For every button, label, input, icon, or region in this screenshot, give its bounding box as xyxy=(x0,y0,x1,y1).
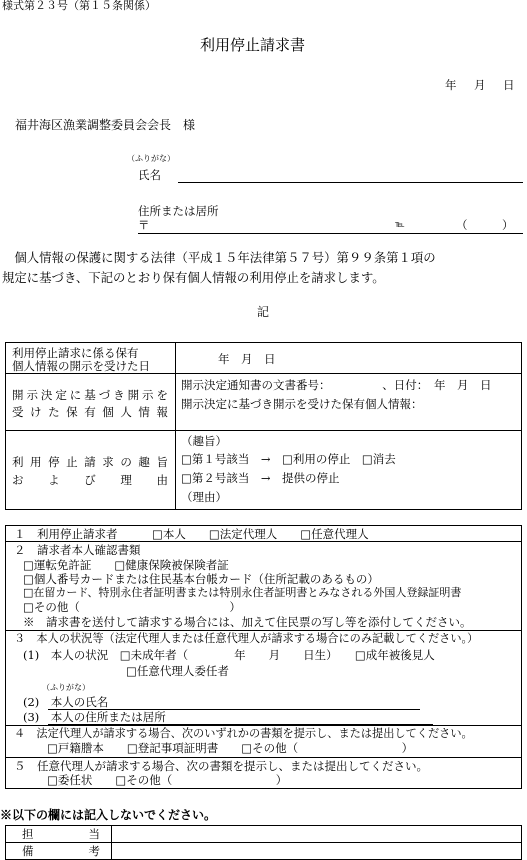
disclosure-date-value[interactable]: 年 月 日 xyxy=(218,352,276,366)
id-docs-title: ２ 請求者本人確認書類 xyxy=(14,543,141,557)
date-day: 日 xyxy=(503,78,515,92)
page-title: 利用停止請求書 xyxy=(200,36,306,54)
name-label: 氏名 xyxy=(138,168,161,182)
id-doc-note: ※ 請求書を送付して請求する場合には、加えて住民票の写し等を添付してください。 xyxy=(23,615,472,629)
disclosed-info-label-2: 受けた保有個人情報 xyxy=(12,405,168,419)
principal-status-line-2[interactable]: □任意代理人委任者 xyxy=(126,664,229,678)
principal-status-line[interactable]: (1) 本人の状況 □未成年者（ 年 月 日生） □成年被後見人 xyxy=(23,648,435,662)
disclosure-date-label-1: 利用停止請求に係る保有 xyxy=(12,346,139,360)
form-number: 様式第２３号（第１５条関係） xyxy=(2,0,156,12)
address-label: 住所または居所 xyxy=(138,204,219,218)
furigana-label: （ふりがな） xyxy=(127,154,175,163)
addressee: 福井海区漁業調整委員会会長 様 xyxy=(15,118,196,132)
disclosure-date-label-2: 個人情報の開示を受けた日 xyxy=(12,359,150,373)
principal-furigana: （ふりがな） xyxy=(42,683,90,692)
purpose-option-2[interactable]: □第２号該当 → 提供の停止 xyxy=(181,471,340,485)
name-input-line[interactable] xyxy=(178,182,523,183)
notice-doc-number-line[interactable]: 開示決定通知書の文書番号： 、日付： 年 月 日 xyxy=(181,378,492,392)
office-biko-label: 備 考 xyxy=(22,844,100,858)
office-use-notice: ※以下の欄には記入しないでください。 xyxy=(0,808,217,822)
voluntary-agent-title: ５ 任意代理人が請求する場合、次の書類を提示し、または提出してください。 xyxy=(14,759,428,773)
principal-status-title: ３ 本人の状況等（法定代理人または任意代理人が請求する場合にのみ記載してください。） xyxy=(14,632,479,645)
id-doc-line-3[interactable]: □在留カード、特別永住者証明書または特別永住者証明書とみなされる外国人登録証明書 xyxy=(23,586,462,599)
tel-label: ℡ xyxy=(395,220,405,230)
id-doc-line-4[interactable]: □その他（ ） xyxy=(23,600,241,614)
id-doc-line-1[interactable]: □運転免許証 □健康保険被保険者証 xyxy=(23,558,229,572)
principal-address[interactable]: (3) 本人の住所または居所 xyxy=(23,710,166,724)
disclosed-info-line[interactable]: 開示決定に基づき開示を受けた保有個人情報： xyxy=(181,397,423,411)
purpose-label-1: 利用停止請求の趣旨 xyxy=(12,455,168,469)
postal-mark: 〒 xyxy=(138,218,150,232)
disclosed-info-label-1: 開示決定に基づき開示を xyxy=(12,388,168,402)
purpose-option-1[interactable]: □第１号該当 → □利用の停止 □消去 xyxy=(181,452,396,466)
purpose-label-2: および理由 xyxy=(12,473,168,487)
legal-agent-docs[interactable]: □戸籍謄本 □登記事項証明書 □その他（ ） xyxy=(47,741,414,755)
purpose-heading: （趣旨） xyxy=(181,434,227,448)
tel-parens: （ ） xyxy=(456,218,514,232)
intro-line-1: 個人情報の保護に関する法律（平成１５年法律第５７号）第９９条第１項の xyxy=(2,250,436,265)
office-tanto-label: 担 当 xyxy=(22,827,100,841)
voluntary-agent-docs[interactable]: □委任状 □その他（ ） xyxy=(47,773,288,787)
address-input-line[interactable] xyxy=(138,233,523,234)
date-year: 年 xyxy=(445,78,457,92)
principal-name[interactable]: (2) 本人の氏名 xyxy=(23,695,109,709)
intro-line-2: 規定に基づき、下記のとおり保有個人情報の利用停止を請求します。 xyxy=(2,270,385,285)
requester-type-row[interactable]: １ 利用停止請求者 □本人 □法定代理人 □任意代理人 xyxy=(14,527,369,541)
ki-label: 記 xyxy=(257,305,270,319)
id-doc-line-2[interactable]: □個人番号カードまたは住民基本台帳カード（住所記載のあるもの） xyxy=(23,572,379,586)
legal-agent-title: ４ 法定代理人が請求する場合、次のいずれかの書類を提示し、または提出してください。 xyxy=(14,727,473,740)
reason-heading: （理由） xyxy=(181,490,227,504)
date-month: 月 xyxy=(474,78,486,92)
